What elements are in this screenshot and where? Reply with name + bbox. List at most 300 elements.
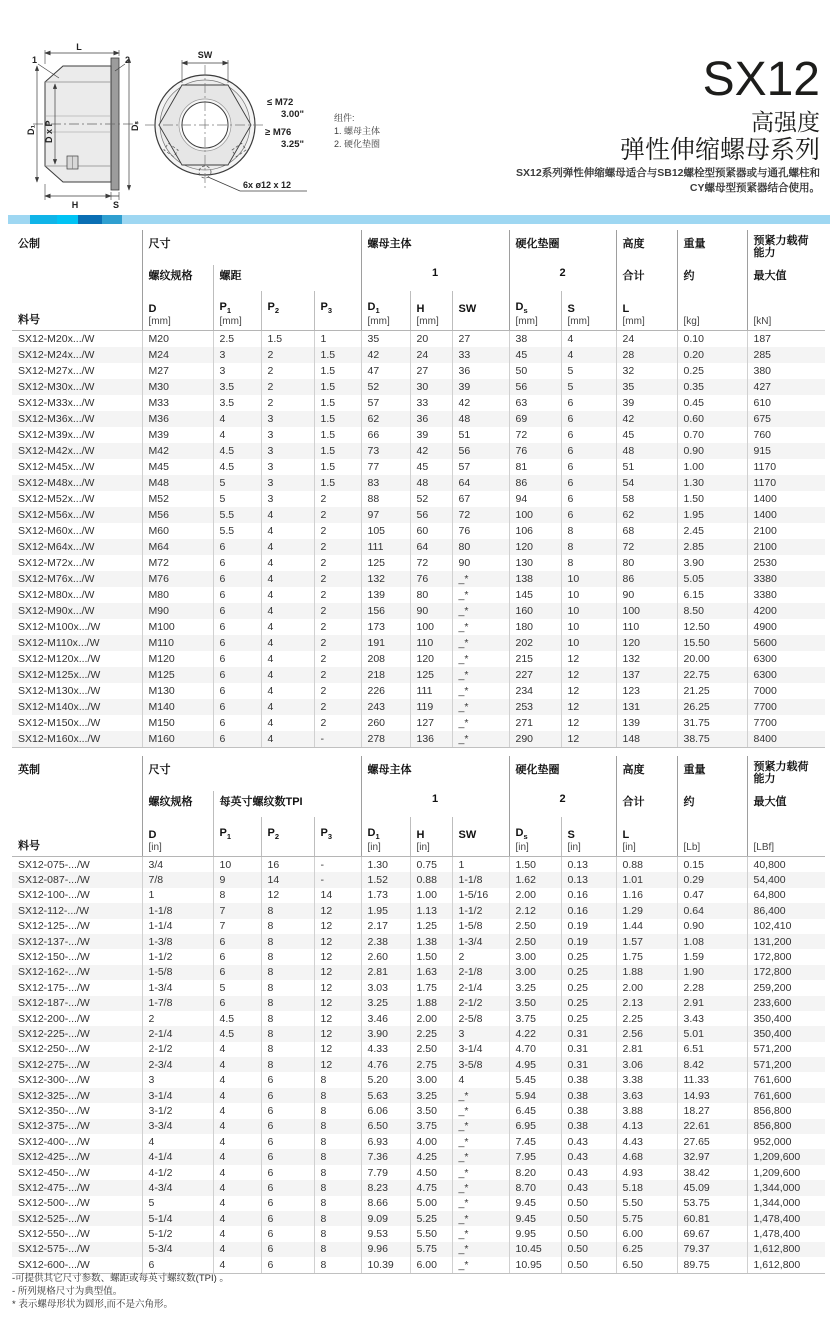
value-cell: _* [452,1226,509,1241]
value-cell: 1.63 [410,965,452,980]
value-cell: 51 [452,427,509,443]
value-cell: 6 [213,555,261,571]
value-cell: 3 [261,411,314,427]
value-cell: 1.29 [616,903,677,918]
part-number-cell: SX12-575-.../W [18,1243,90,1256]
value-cell: 1.01 [616,872,677,887]
part-number-cell: SX12-M33x.../W [18,397,95,409]
value-cell: 7.95 [509,1149,561,1164]
table-row [12,903,825,918]
value-cell: 6 [213,539,261,555]
value-cell: 1.30 [677,475,747,491]
component-item-1: 1. 螺母主体 [334,126,381,136]
system-label: 公制 [18,238,40,250]
value-cell: - [314,731,361,748]
value-cell: _* [452,1257,509,1273]
value-cell: 8 [314,1149,361,1164]
value-cell: 7 [213,903,261,918]
value-cell: 110 [616,619,677,635]
value-cell: 5 [213,475,261,491]
value-cell: 6 [261,1196,314,1211]
value-cell: 86 [616,571,677,587]
value-cell: 1.5 [314,363,361,379]
value-cell: 2-1/8 [452,965,509,980]
value-cell: 106 [509,523,561,539]
value-cell: 12 [314,934,361,949]
value-cell: 4 [213,1119,261,1134]
table-row [12,1257,825,1273]
value-cell: 22.75 [677,667,747,683]
part-number-cell: SX12-M150x.../W [18,717,101,729]
value-cell: 120 [616,635,677,651]
group-preload: 预紧力载荷能力 [747,756,825,791]
value-cell: 350,400 [747,1011,825,1026]
value-cell: 5.5 [213,523,261,539]
part-number-cell: SX12-550-.../W [18,1228,90,1241]
value-cell: 5-3/4 [142,1242,213,1257]
value-cell: 48 [616,443,677,459]
part-number-cell: SX12-475-.../W [18,1181,90,1194]
value-cell: 1170 [747,475,825,491]
value-cell: 36 [452,363,509,379]
value-cell: 1 [452,857,509,873]
value-cell: 2.13 [616,996,677,1011]
value-cell: 120 [410,651,452,667]
value-cell: _* [452,1211,509,1226]
value-cell: 2 [314,571,361,587]
value-cell: 62 [616,507,677,523]
value-cell: 4.22 [509,1026,561,1041]
value-cell: M42 [142,443,213,459]
value-cell: _* [452,1196,509,1211]
size-note-large-in: 3.25" [281,139,304,150]
value-cell: 8.42 [677,1057,747,1072]
value-cell: 8 [261,919,314,934]
value-cell: _* [452,635,509,651]
value-cell: 2 [314,699,361,715]
value-cell: 1.38 [410,934,452,949]
value-cell: 9.95 [509,1226,561,1241]
part-number-header: 料号 [12,291,142,331]
value-cell: 6 [261,1211,314,1226]
value-cell: 952,000 [747,1134,825,1149]
size-note-small-in: 3.00" [281,109,304,120]
value-cell: 6 [261,1072,314,1087]
value-cell: 27 [452,331,509,348]
table-row [12,919,825,934]
value-cell: 20.00 [677,651,747,667]
table-row [12,555,825,571]
value-cell: 5.50 [616,1196,677,1211]
value-cell: 4.95 [509,1057,561,1072]
value-cell: 6 [261,1180,314,1195]
value-cell: 27 [410,363,452,379]
value-cell: 6 [213,603,261,619]
dim-label-h: H [71,200,79,210]
table-row [12,1180,825,1195]
value-cell: 4.33 [361,1042,410,1057]
value-cell: 42 [361,347,410,363]
part-number-cell: SX12-325-.../W [18,1089,90,1102]
table-row [12,1149,825,1164]
value-cell: 10 [561,571,616,587]
value-cell: 12 [561,699,616,715]
value-cell: M90 [142,603,213,619]
value-cell: 7700 [747,715,825,731]
value-cell: 40,800 [747,857,825,873]
value-cell: 4 [213,1103,261,1118]
subgroup-tpi: 每英寸螺纹数TPI [213,791,361,817]
value-cell: 8 [314,1134,361,1149]
metric-spec-table [12,230,825,748]
value-cell: 73 [361,443,410,459]
value-cell: 259,200 [747,980,825,995]
table-row [12,667,825,683]
column-header: SW [452,817,509,857]
table-row [12,331,825,348]
table-row [12,1211,825,1226]
table-row [12,363,825,379]
subgroup-thread: 螺纹规格 [142,791,213,817]
value-cell: M72 [142,555,213,571]
value-cell: 6 [261,1149,314,1164]
value-cell: 6.06 [361,1103,410,1118]
value-cell: 1.95 [361,903,410,918]
value-cell: 2 [261,379,314,395]
value-cell: M76 [142,571,213,587]
value-cell: 0.43 [561,1134,616,1149]
value-cell: 67 [452,491,509,507]
value-cell: 8 [314,1180,361,1195]
value-cell: 1.00 [677,459,747,475]
product-subtitle-series: 弹性伸缩螺母系列 [619,136,820,164]
value-cell: 45 [616,427,677,443]
group-weight: 重量 [677,756,747,791]
value-cell: 0.25 [561,996,616,1011]
value-cell: 6 [561,491,616,507]
value-cell: 131 [616,699,677,715]
value-cell: 8400 [747,731,825,748]
value-cell: 1 [314,331,361,348]
value-cell: 3 [452,1026,509,1041]
value-cell: 5.45 [509,1072,561,1087]
part-number-cell: SX12-M80x.../W [18,589,95,601]
value-cell: 6 [142,1257,213,1273]
value-cell: _* [452,1103,509,1118]
value-cell: 48 [410,475,452,491]
value-cell: 180 [509,619,561,635]
part-number-cell: SX12-M30x.../W [18,381,95,393]
value-cell: 1.88 [410,996,452,1011]
value-cell: 3 [213,347,261,363]
nut-body-ref: 1 [361,791,509,817]
value-cell: 0.38 [561,1119,616,1134]
value-cell: 2.28 [677,980,747,995]
value-cell: 4 [213,1149,261,1164]
value-cell: 3.63 [616,1088,677,1103]
value-cell: _* [452,619,509,635]
value-cell: 8 [261,1057,314,1072]
value-cell: 0.90 [677,443,747,459]
value-cell: 83 [361,475,410,491]
value-cell: 4 [213,1242,261,1257]
value-cell: 6 [213,619,261,635]
value-cell: 156 [361,603,410,619]
value-cell: 10 [561,619,616,635]
value-cell: 6 [213,996,261,1011]
value-cell: 1.5 [314,427,361,443]
value-cell: 3.00 [410,1072,452,1087]
value-cell: M52 [142,491,213,507]
value-cell: 8 [314,1165,361,1180]
value-cell: 0.31 [561,1026,616,1041]
size-note-large: ≥ M76 [265,127,292,138]
value-cell: 8 [261,934,314,949]
part-number-cell: SX12-M160x.../W [12,731,142,748]
value-cell: 89.75 [677,1257,747,1273]
table-row [12,411,825,427]
part-number-cell: SX12-162-.../W [18,966,90,979]
value-cell: 0.64 [677,903,747,918]
value-cell: 2530 [747,555,825,571]
value-cell: 3.00 [509,949,561,964]
value-cell: M160 [142,731,213,748]
value-cell: 54,400 [747,872,825,887]
value-cell: 4.76 [361,1057,410,1072]
value-cell: M64 [142,539,213,555]
value-cell: 12 [314,965,361,980]
value-cell: 1.62 [509,872,561,887]
value-cell: 0.20 [677,347,747,363]
table-row [12,683,825,699]
part-number-cell: SX12-112-.../W [18,904,89,917]
value-cell: 1-3/4 [142,980,213,995]
value-cell: 127 [410,715,452,731]
footnote-3: * 表示螺母形状为圆形,而不是六角形。 [12,1299,173,1310]
value-cell: 51 [616,459,677,475]
value-cell: 6.45 [509,1103,561,1118]
value-cell: 3.06 [616,1057,677,1072]
group-height: 高度 [616,230,677,265]
value-cell: 1.75 [616,949,677,964]
value-cell: 4 [561,347,616,363]
value-cell: 571,200 [747,1042,825,1057]
value-cell: 3.75 [509,1011,561,1026]
value-cell: 6 [261,1119,314,1134]
washer-ref: 2 [509,265,616,291]
product-subtitle-strength: 高强度 [751,109,820,135]
value-cell: _* [452,587,509,603]
value-cell: 136 [410,731,452,748]
value-cell: 0.38 [561,1088,616,1103]
column-header: $P_3$ [314,817,361,857]
value-cell: 12 [261,888,314,903]
value-cell: _* [452,571,509,587]
value-cell: 1.59 [677,949,747,964]
column-header: H [mm] [410,291,452,331]
value-cell: 33 [452,347,509,363]
value-cell: 380 [747,363,825,379]
value-cell: 760 [747,427,825,443]
value-cell: 4 [213,1088,261,1103]
value-cell: 45.09 [677,1180,747,1195]
value-cell: 6 [561,427,616,443]
value-cell: 3-3/4 [142,1119,213,1134]
value-cell: 90 [410,603,452,619]
value-cell: 0.50 [561,1257,616,1273]
value-cell: 915 [747,443,825,459]
value-cell: 111 [361,539,410,555]
value-cell: 10 [561,603,616,619]
value-cell: 8 [261,996,314,1011]
value-cell: 3.43 [677,1011,747,1026]
value-cell: M33 [142,395,213,411]
value-cell: _* [452,1088,509,1103]
part-number-cell: SX12-M52x.../W [18,493,95,505]
value-cell: 0.50 [561,1196,616,1211]
value-cell: _* [452,683,509,699]
value-cell: 56 [410,507,452,523]
value-cell: 4 [213,1134,261,1149]
value-cell: 111 [410,683,452,699]
column-header: $P_1$ [mm] [213,291,261,331]
value-cell: 4 [261,523,314,539]
value-cell: 3 [142,1072,213,1087]
value-cell: 8.23 [361,1180,410,1195]
subgroup-height-total: 合计 [616,265,677,291]
value-cell: 2.91 [677,996,747,1011]
value-cell: 856,800 [747,1103,825,1118]
value-cell: 2 [314,587,361,603]
value-cell: 0.16 [561,888,616,903]
value-cell: 3.03 [361,980,410,995]
table-row [12,1057,825,1072]
value-cell: 76 [452,523,509,539]
value-cell: 64 [410,539,452,555]
product-title: SX12 [702,53,820,106]
ref-label-2: 2 [125,55,131,65]
value-cell: M150 [142,715,213,731]
value-cell: 4.5 [213,1011,261,1026]
value-cell: 0.31 [561,1042,616,1057]
value-cell: 60 [410,523,452,539]
value-cell: 1.5 [314,395,361,411]
value-cell: 5 [213,491,261,507]
value-cell: 2 [452,949,509,964]
value-cell: 100 [410,619,452,635]
value-cell: _* [452,667,509,683]
accent-bar [8,215,830,224]
value-cell: 15.50 [677,635,747,651]
value-cell: 0.45 [677,395,747,411]
value-cell: 4 [213,411,261,427]
value-cell: 1-1/2 [142,949,213,964]
value-cell: 4-1/4 [142,1149,213,1164]
value-cell: 233,600 [747,996,825,1011]
value-cell: 1.44 [616,919,677,934]
value-cell: 12 [314,903,361,918]
value-cell: 2-5/8 [452,1011,509,1026]
value-cell: 8 [314,1211,361,1226]
value-cell: 137 [616,667,677,683]
value-cell: 33 [410,395,452,411]
value-cell: M24 [142,347,213,363]
value-cell: 5 [142,1196,213,1211]
value-cell: 6 [213,731,261,748]
value-cell: 35 [361,331,410,348]
part-number-cell: SX12-250-.../W [18,1043,90,1056]
value-cell: 6.93 [361,1134,410,1149]
value-cell: 6 [261,1257,314,1273]
size-note-small: ≤ M72 [267,97,294,108]
components-legend [334,112,380,151]
table-row [12,379,825,395]
column-header: $D_s$ [mm] [509,291,561,331]
value-cell: 675 [747,411,825,427]
value-cell: 3 [261,491,314,507]
subgroup-height-total: 合计 [616,791,677,817]
value-cell: 1,478,400 [747,1226,825,1241]
value-cell: 4 [261,699,314,715]
table-row [12,1119,825,1134]
value-cell: 1.90 [677,965,747,980]
part-number-cell: SX12-100-.../W [18,889,90,902]
value-cell: 6 [213,667,261,683]
value-cell: _* [452,1165,509,1180]
table-row [12,996,825,1011]
value-cell: 9.45 [509,1196,561,1211]
value-cell: 2 [314,603,361,619]
part-number-cell: SX12-M140x.../W [18,701,101,713]
value-cell: 56 [509,379,561,395]
value-cell: M39 [142,427,213,443]
holes-label: 6x ø12 x 12 [243,180,292,190]
value-cell: M27 [142,363,213,379]
value-cell: _* [452,1242,509,1257]
value-cell: 1.08 [677,934,747,949]
product-description [516,166,820,196]
group-preload: 预紧力载荷能力 [747,230,825,265]
part-number-cell: SX12-200-.../W [18,1012,90,1025]
value-cell: _* [452,715,509,731]
table-row [12,539,825,555]
part-number-cell: SX12-M20x.../W [18,333,95,345]
value-cell: 22.61 [677,1119,747,1134]
value-cell: M120 [142,651,213,667]
dim-label-sw: SW [197,50,213,60]
value-cell: 42 [410,443,452,459]
value-cell: 68 [616,523,677,539]
value-cell: 1.25 [410,919,452,934]
value-cell: 856,800 [747,1119,825,1134]
value-cell: 72 [509,427,561,443]
value-cell: 5600 [747,635,825,651]
table-row [12,347,825,363]
part-number-cell: SX12-M125x.../W [18,669,101,681]
value-cell: 50 [509,363,561,379]
value-cell: 4.68 [616,1149,677,1164]
value-cell: 6 [213,715,261,731]
value-cell: 80 [616,555,677,571]
value-cell: 7.45 [509,1134,561,1149]
value-cell: 2 [314,683,361,699]
value-cell: 278 [361,731,410,748]
value-cell: M30 [142,379,213,395]
value-cell: 45 [410,459,452,475]
value-cell: 4 [261,683,314,699]
value-cell: 18.27 [677,1103,747,1118]
value-cell: 86 [509,475,561,491]
